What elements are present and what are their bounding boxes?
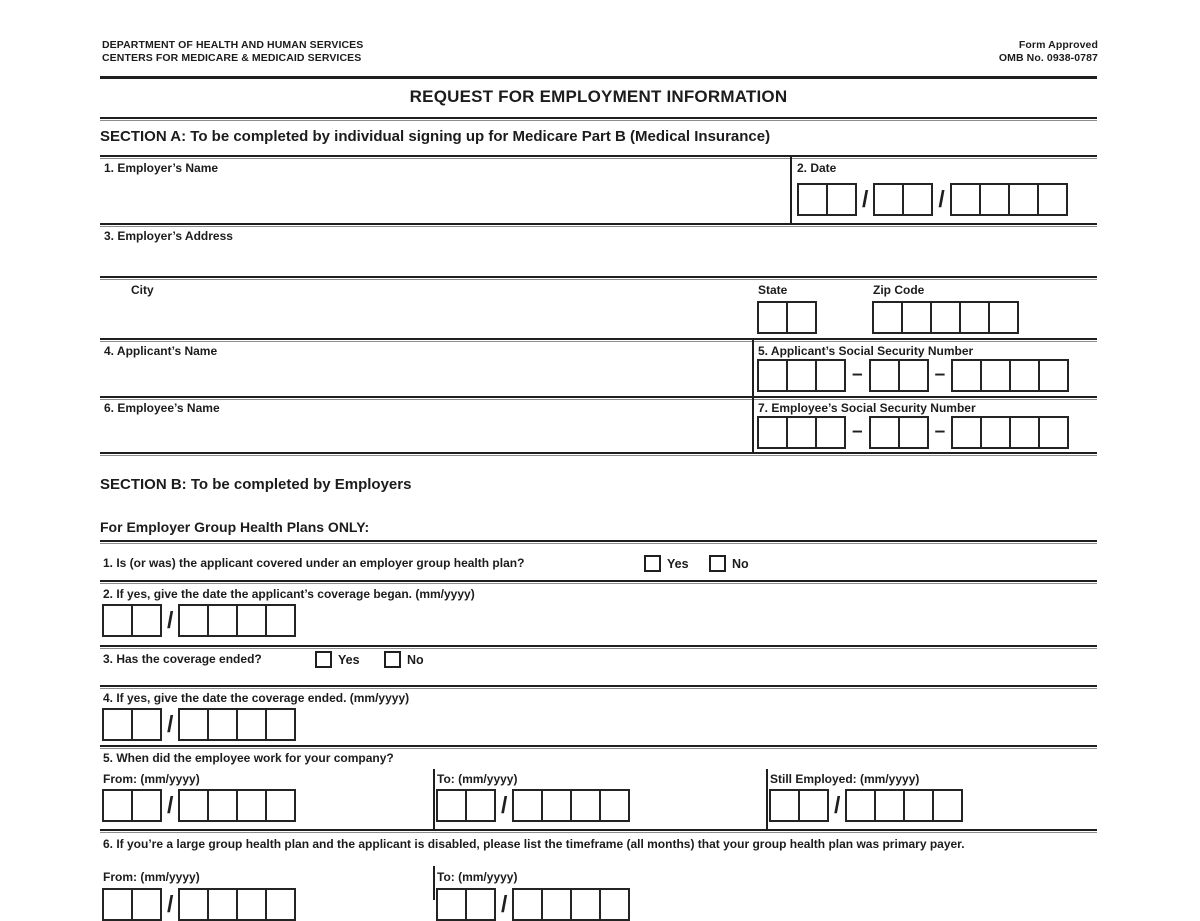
char-box[interactable] bbox=[951, 359, 982, 392]
char-box[interactable] bbox=[541, 888, 572, 921]
section-a-heading: SECTION A: To be completed by individual signing up for Medicare Part B (Medical Insurance) bbox=[100, 128, 771, 145]
char-box[interactable] bbox=[541, 789, 572, 822]
q1-yes-checkbox[interactable] bbox=[644, 555, 661, 572]
form-approved-text: Form Approved bbox=[1018, 39, 1098, 51]
slash-separator: / bbox=[167, 711, 174, 737]
row-rule bbox=[100, 396, 1097, 400]
dash-separator: – bbox=[852, 421, 863, 442]
char-box[interactable] bbox=[980, 359, 1011, 392]
q6-to-boxes[interactable] bbox=[436, 888, 630, 921]
q3-yes-option bbox=[315, 651, 360, 668]
row-rule bbox=[100, 829, 1097, 833]
char-box[interactable] bbox=[102, 789, 133, 822]
char-box[interactable] bbox=[436, 789, 467, 822]
char-box[interactable] bbox=[236, 708, 267, 741]
q1-yes-option bbox=[644, 555, 689, 572]
char-box[interactable] bbox=[932, 789, 963, 822]
q3-label: 3. Has the coverage ended? bbox=[103, 652, 262, 666]
char-box[interactable] bbox=[178, 708, 209, 741]
form-title: REQUEST FOR EMPLOYMENT INFORMATION bbox=[409, 87, 788, 106]
char-box[interactable] bbox=[797, 183, 828, 216]
dash-separator: – bbox=[852, 364, 863, 385]
zip-code-boxes[interactable] bbox=[872, 301, 1019, 334]
no-label: No bbox=[732, 556, 749, 571]
city-label: City bbox=[131, 283, 154, 297]
q5-col-divider bbox=[766, 769, 768, 829]
char-box[interactable] bbox=[757, 301, 788, 334]
char-box[interactable] bbox=[873, 183, 904, 216]
q2-date-boxes[interactable] bbox=[102, 604, 296, 637]
char-box[interactable] bbox=[930, 301, 961, 334]
dash-separator: – bbox=[934, 364, 946, 385]
employee-ssn-boxes[interactable] bbox=[757, 416, 1069, 449]
q5-label: 5. When did the employee work for your company? bbox=[103, 751, 394, 765]
char-box[interactable] bbox=[236, 789, 267, 822]
char-box[interactable] bbox=[903, 789, 934, 822]
q2-label: 2. If yes, give the date the applicant’s coverage began. (mm/yyyy) bbox=[103, 587, 475, 601]
section-b-top-rule bbox=[100, 540, 1097, 544]
omb-number: OMB No. 0938-0787 bbox=[998, 52, 1098, 64]
form-approval bbox=[850, 39, 1098, 65]
char-box[interactable] bbox=[102, 708, 133, 741]
row-rule bbox=[100, 580, 1097, 584]
q5-to-boxes[interactable] bbox=[436, 789, 630, 822]
char-box[interactable] bbox=[207, 708, 238, 741]
char-box[interactable] bbox=[950, 183, 981, 216]
agency-line-1: DEPARTMENT OF HEALTH AND HUMAN SERVICES bbox=[102, 39, 364, 51]
char-box[interactable] bbox=[815, 359, 846, 392]
row-rule bbox=[100, 223, 1097, 227]
char-box[interactable] bbox=[1009, 359, 1040, 392]
applicant-ssn-boxes[interactable] bbox=[757, 359, 1069, 392]
char-box[interactable] bbox=[265, 789, 296, 822]
q5-from-label: From: (mm/yyyy) bbox=[103, 772, 200, 786]
char-box[interactable] bbox=[901, 301, 932, 334]
char-box[interactable] bbox=[102, 604, 133, 637]
char-box[interactable] bbox=[951, 416, 982, 449]
q6-col-divider bbox=[433, 866, 435, 900]
no-label: No bbox=[407, 652, 424, 667]
char-box[interactable] bbox=[769, 789, 800, 822]
char-box[interactable] bbox=[131, 888, 162, 921]
row1-divider bbox=[790, 157, 792, 224]
q6-label: 6. If you’re a large group health plan and the applicant is disabled, please list the timeframe (all months) that your group health plan was primary payer. bbox=[103, 837, 965, 851]
q3-no-option bbox=[384, 651, 424, 668]
employer-name-label: 1. Employer’s Name bbox=[104, 161, 219, 175]
char-box[interactable] bbox=[207, 888, 238, 921]
q6-to-label: To: (mm/yyyy) bbox=[437, 870, 518, 884]
char-box[interactable] bbox=[1037, 183, 1068, 216]
char-box[interactable] bbox=[1009, 416, 1040, 449]
section-a-top-rule bbox=[100, 155, 1097, 159]
char-box[interactable] bbox=[902, 183, 933, 216]
slash-separator: / bbox=[834, 792, 841, 818]
employee-name-label: 6. Employee’s Name bbox=[104, 401, 220, 415]
char-box[interactable] bbox=[265, 708, 296, 741]
slash-separator: / bbox=[938, 186, 945, 212]
employer-address-label: 3. Employer’s Address bbox=[104, 229, 233, 243]
char-box[interactable] bbox=[265, 888, 296, 921]
q4-date-boxes[interactable] bbox=[102, 708, 296, 741]
date-label: 2. Date bbox=[797, 161, 837, 175]
char-box[interactable] bbox=[959, 301, 990, 334]
header-rule bbox=[100, 76, 1097, 79]
row-rule bbox=[100, 276, 1097, 280]
char-box[interactable] bbox=[980, 416, 1011, 449]
char-box[interactable] bbox=[815, 416, 846, 449]
char-box[interactable] bbox=[236, 888, 267, 921]
char-box[interactable] bbox=[465, 888, 496, 921]
char-box[interactable] bbox=[207, 604, 238, 637]
agency-header bbox=[102, 39, 363, 65]
dash-separator: – bbox=[934, 421, 946, 442]
date-boxes[interactable] bbox=[797, 183, 1068, 216]
char-box[interactable] bbox=[798, 789, 829, 822]
q5-col-divider bbox=[433, 769, 435, 829]
row-rule bbox=[100, 338, 1097, 342]
char-box[interactable] bbox=[570, 789, 601, 822]
char-box[interactable] bbox=[512, 888, 543, 921]
agency-line-2: CENTERS FOR MEDICARE & MEDICAID SERVICES bbox=[102, 52, 362, 64]
char-box[interactable] bbox=[786, 359, 817, 392]
char-box[interactable] bbox=[131, 604, 162, 637]
slash-separator: / bbox=[501, 891, 508, 917]
group-health-subheading: For Employer Group Health Plans ONLY: bbox=[100, 519, 370, 535]
char-box[interactable] bbox=[599, 888, 630, 921]
char-box[interactable] bbox=[436, 888, 467, 921]
q6-from-label: From: (mm/yyyy) bbox=[103, 870, 200, 884]
char-box[interactable] bbox=[265, 604, 296, 637]
yes-label: Yes bbox=[338, 652, 360, 667]
q1-label: 1. Is (or was) the applicant covered under an employer group health plan? bbox=[103, 556, 525, 570]
char-box[interactable] bbox=[826, 183, 857, 216]
q5-from-boxes[interactable] bbox=[102, 789, 296, 822]
row-rule bbox=[100, 685, 1097, 689]
q1-no-option bbox=[709, 555, 749, 572]
q4-label: 4. If yes, give the date the coverage ended. (mm/yyyy) bbox=[103, 691, 410, 705]
row5-divider bbox=[752, 397, 754, 452]
slash-separator: / bbox=[501, 792, 508, 818]
slash-separator: / bbox=[167, 792, 174, 818]
row4-divider bbox=[752, 339, 754, 396]
title-rule bbox=[100, 117, 1097, 121]
char-box[interactable] bbox=[599, 789, 630, 822]
char-box[interactable] bbox=[131, 789, 162, 822]
char-box[interactable] bbox=[131, 708, 162, 741]
slash-separator: / bbox=[862, 186, 869, 212]
char-box[interactable] bbox=[512, 789, 543, 822]
state-boxes[interactable] bbox=[757, 301, 817, 334]
q3-no-checkbox[interactable] bbox=[384, 651, 401, 668]
slash-separator: / bbox=[167, 891, 174, 917]
char-box[interactable] bbox=[465, 789, 496, 822]
q3-yes-checkbox[interactable] bbox=[315, 651, 332, 668]
char-box[interactable] bbox=[1008, 183, 1039, 216]
char-box[interactable] bbox=[869, 416, 900, 449]
char-box[interactable] bbox=[898, 359, 929, 392]
q6-from-boxes[interactable] bbox=[102, 888, 296, 921]
section-a-bottom-rule bbox=[100, 452, 1097, 456]
q5-still-employed-label: Still Employed: (mm/yyyy) bbox=[770, 772, 920, 786]
zip-code-label: Zip Code bbox=[873, 283, 925, 297]
char-box[interactable] bbox=[757, 416, 788, 449]
char-box[interactable] bbox=[988, 301, 1019, 334]
char-box[interactable] bbox=[898, 416, 929, 449]
char-box[interactable] bbox=[1038, 359, 1069, 392]
char-box[interactable] bbox=[874, 789, 905, 822]
applicant-name-label: 4. Applicant’s Name bbox=[104, 344, 218, 358]
slash-separator: / bbox=[167, 607, 174, 633]
char-box[interactable] bbox=[869, 359, 900, 392]
char-box[interactable] bbox=[207, 789, 238, 822]
char-box[interactable] bbox=[979, 183, 1010, 216]
char-box[interactable] bbox=[178, 789, 209, 822]
yes-label: Yes bbox=[667, 556, 689, 571]
char-box[interactable] bbox=[570, 888, 601, 921]
state-label: State bbox=[758, 283, 788, 297]
char-box[interactable] bbox=[1038, 416, 1069, 449]
char-box[interactable] bbox=[786, 301, 817, 334]
row-rule bbox=[100, 745, 1097, 749]
applicant-ssn-label: 5. Applicant’s Social Security Number bbox=[758, 344, 974, 358]
char-box[interactable] bbox=[102, 888, 133, 921]
section-b-heading: SECTION B: To be completed by Employers bbox=[100, 476, 412, 493]
char-box[interactable] bbox=[757, 359, 788, 392]
char-box[interactable] bbox=[178, 604, 209, 637]
char-box[interactable] bbox=[178, 888, 209, 921]
q1-no-checkbox[interactable] bbox=[709, 555, 726, 572]
char-box[interactable] bbox=[786, 416, 817, 449]
char-box[interactable] bbox=[236, 604, 267, 637]
q5-still-employed-boxes[interactable] bbox=[769, 789, 963, 822]
employee-ssn-label: 7. Employee’s Social Security Number bbox=[758, 401, 976, 415]
row-rule bbox=[100, 645, 1097, 649]
char-box[interactable] bbox=[845, 789, 876, 822]
char-box[interactable] bbox=[872, 301, 903, 334]
q5-to-label: To: (mm/yyyy) bbox=[437, 772, 518, 786]
